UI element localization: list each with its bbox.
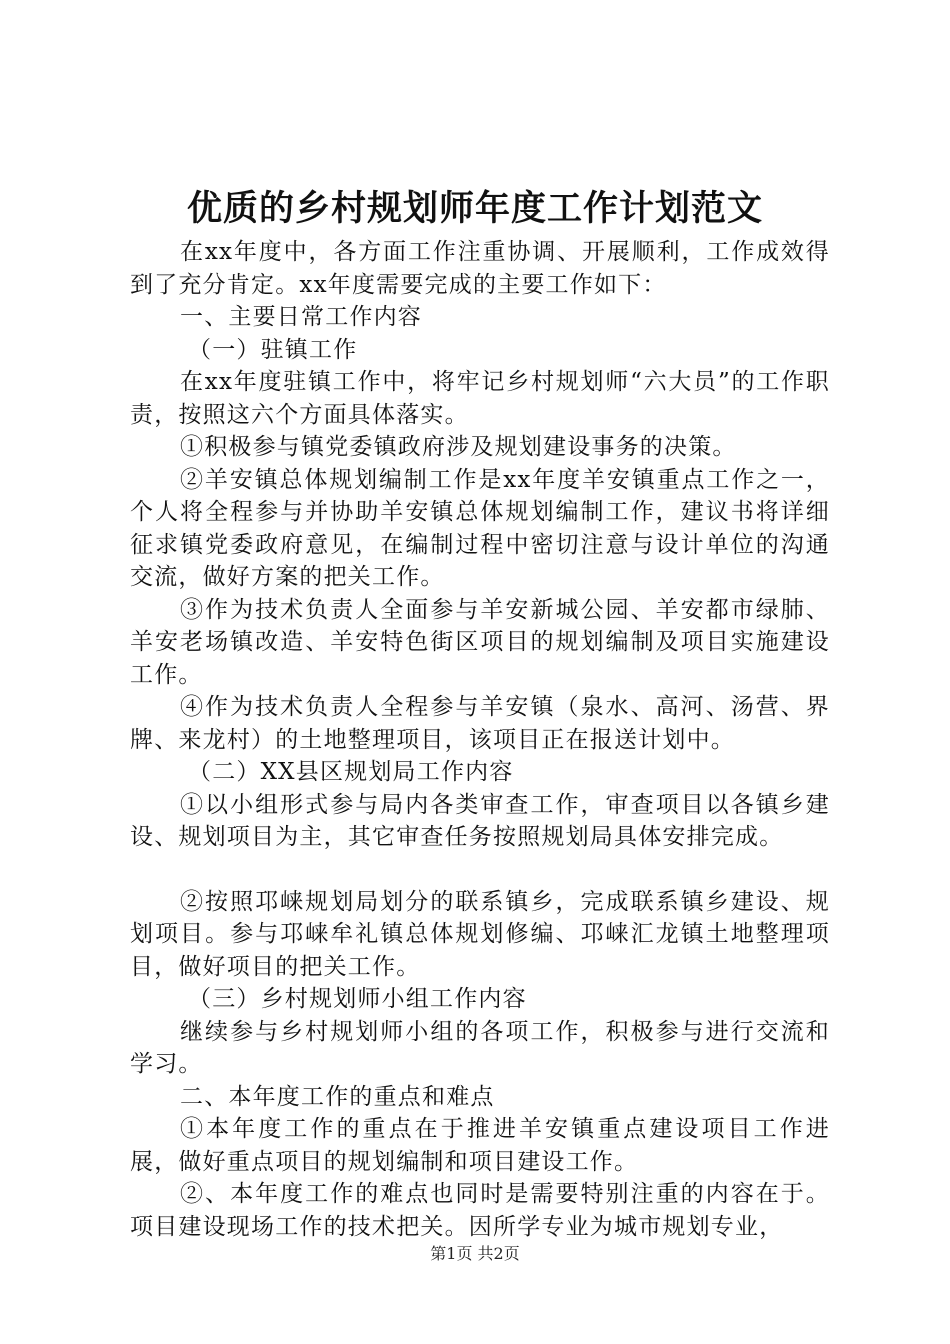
list-item: ②羊安镇总体规划编制工作是xx年度羊安镇重点工作之一，个人将全程参与并协助羊安镇总体规划编制工作，建议书将详细征求镇党委政府意见，在编制过程中密切注意与设计单位的沟通交流，做好方案的把关工作。	[130, 466, 830, 590]
page-footer: 第1页 共2页	[430, 1244, 520, 1263]
document-body	[130, 236, 830, 1243]
paragraph: 在xx年度驻镇工作中，将牢记乡村规划师“六大员”的工作职责，按照这六个方面具体落实。	[130, 369, 830, 428]
paragraph: 继续参与乡村规划师小组的各项工作，积极参与进行交流和学习。	[130, 1018, 830, 1077]
list-item: ③作为技术负责人全面参与羊安新城公园、羊安都市绿肺、羊安老场镇改造、羊安特色街区项目的规划编制及项目实施建设工作。	[130, 596, 830, 688]
list-item: ④作为技术负责人全程参与羊安镇（泉水、高河、汤营、界牌、来龙村）的土地整理项目，该项目正在报送计划中。	[130, 694, 830, 753]
list-item: ①积极参与镇党委镇政府涉及规划建设事务的决策。	[180, 434, 737, 460]
paragraph-intro: 在xx年度中，各方面工作注重协调、开展顺利，工作成效得到了充分肯定。xx年度需要完成的主要工作如下：	[130, 239, 830, 298]
subsection-heading-3: （三）乡村规划师小组工作内容	[188, 986, 527, 1012]
list-item: ①以小组形式参与局内各类审查工作，审查项目以各镇乡建设、规划项目为主，其它审查任务按照规划局具体安排完成。	[130, 791, 830, 850]
subsection-heading-2: （二）XX县区规划局工作内容	[188, 759, 514, 785]
document-title: 优质的乡村规划师年度工作计划范文	[186, 188, 763, 229]
subsection-heading-1: （一）驻镇工作	[188, 336, 358, 363]
section-heading-2: 二、本年度工作的重点和难点	[180, 1083, 495, 1110]
list-item: ②、本年度工作的难点也同时是需要特别注重的内容在于。项目建设现场工作的技术把关。因所学专业为城市规划专业，	[130, 1181, 830, 1240]
section-heading-1: 一、主要日常工作内容	[180, 304, 422, 330]
list-item: ①本年度工作的重点在于推进羊安镇重点建设项目工作进展，做好重点项目的规划编制和项目建设工作。	[130, 1116, 830, 1175]
list-item: ②按照邛崃规划局划分的联系镇乡，完成联系镇乡建设、规划项目。参与邛崃牟礼镇总体规划修编、邛崃汇龙镇土地整理项目，做好项目的把关工作。	[130, 888, 830, 980]
